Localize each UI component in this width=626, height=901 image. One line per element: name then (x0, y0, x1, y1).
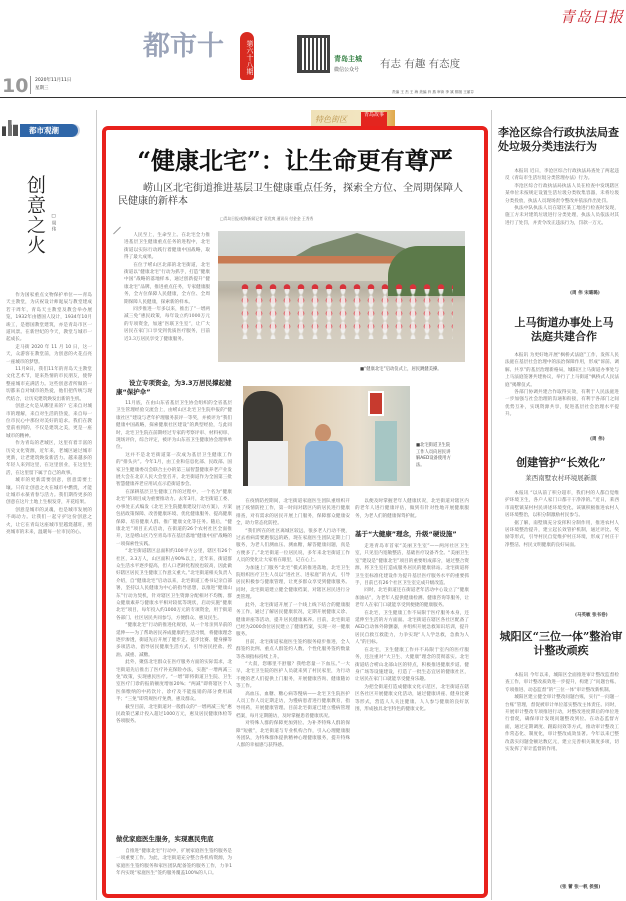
paragraph: 创意之火是从哪里来的？它来自对城市的理解，来自对生活的热爱，来自每一位市民心中那份对美好的追求。我们在教堂前看到的，不仅是建筑之美，更是一座城市的精神。 (6, 404, 92, 439)
issue-weekday: 星期三 (35, 86, 49, 91)
paragraph: 在北宅，卫生健康工作不局限于医疗服务本身，还延伸至生活的方方面面。北宅街道在辖区各社区配备了AED自动体外除颤器，并组织开展急救知识培训，提升居民自救互救能力，力争实现“人人学急救，急救为人人”的目标。 (355, 610, 469, 646)
paragraph: “我们所在的社区离城区较远，很多老人行动不便，过去看病需要跑很远的路，现在家庭医生团队定期上门服务，为老人们测血压、测血糖，解答健康问题，真是方便多了。”北宅街道一位居民说，多年来北宅街道工作人员的变化让大家看在眼里，记在心上。 (236, 528, 350, 564)
article-subtitle: 崂山区北宅街道推进基层卫生健康重点任务，探索全方位、全周期保障人民健康的新样本 (118, 183, 463, 207)
aed-cabinet (375, 421, 397, 481)
column-title: 创意之火 (24, 175, 46, 255)
article-title: “健康北宅”：让生命更有尊严 (137, 146, 453, 175)
photo2-caption: ■北宅街道卫生院工作人员向居民讲解AED设备使用方法。 (416, 443, 451, 468)
paragraph: 据了解，南墅镇充分发挥积分制作用，推进农村人居环境整治提升，建立起长效管护机制，通过评比、奖励等形式，引导村民自觉维护村庄环境，形成了村庄干净整洁、村民文明健康的良好局面。 (505, 520, 619, 548)
right-article1-title: 李沧区综合行政执法局查处垃圾分类违法行为 (498, 126, 619, 153)
paragraph: 目前，北宅街道家庭医生签约服务稳步推进，全人群签约比例、重点人群签约人数、个性化服务签约数量等各项指标持续上升。 (236, 639, 350, 660)
right-article1-credit: (周 伟 宋璐璐) (570, 291, 600, 296)
column-divider (96, 110, 97, 900)
divider (30, 76, 31, 94)
right-article4-credit: (张 蕾 张一帆 侯强) (560, 885, 601, 890)
paragraph: “大叔，您哪里不舒服？我给您量一下血压。”一大早，北宅卫生院的医护人员就来到了村民家里，为行动不便的老人们提供上门服务，开展健康咨询、健康随访等工作。 (236, 661, 350, 690)
newspaper-logo: 青岛日报 (560, 8, 625, 26)
aed-sign (368, 391, 384, 416)
paragraph: 在深耕基层卫生健康工作的过程中，一个名为“健康北宅”的项目成为重要推动力。去年3月，北宅街道工委、办事处正式编发《北宅卫生院健康建设行动方案》，方案包括政策保障、改善健康环境、优化健康服务、提高健康保障、培育健康人群、推广健康文化等任务。随后，“健康北宅”项目正式启动，在街道的26个农村社区全面推开，这是崂山区乃至青岛市在基层落地“健康中国”战略的一项探索性实践。 (116, 489, 232, 547)
paragraph: 为加速上门服务“北宅”模式的推进落地，北宅卫生院组织医疗卫生人员以“进社区、进家庭”的方式，引导居民积极参与健康管理，让更多群众享受到健康服务。同时，北宅街道建立健全健康档案，对辖区居民进行分类管理。 (236, 565, 350, 601)
article-col1 (116, 400, 232, 829)
paragraph: 城阳区建立健全审计整改问题台账，实行“一问题一台账”管理，督促被审计单位落实整改主体责任。同时，开展审计整改专项推进行动，对整改进度滞后的单位进行督促，确保审计发现问题整改到位。在动态监督方面，通过定期调度、跟踪问效等方式，推动审计整改工作常态化、制度化，审计整改成效显著。今年以来已整改落实问题金额达数亿元，建立完善相关制度多项，切实发挥了审计监督的作用。 (505, 695, 619, 753)
editors-credit: 责编 王 杰 王 海 美编 肖 燕 审读 李 斌 排版 王丽芬 (392, 90, 474, 94)
city-skyline-icon (2, 120, 18, 136)
issue-ribbon: 第六十八期 (240, 32, 254, 80)
column-divider (491, 110, 492, 900)
right-article2-title: 上马街道办事处上马法庭共建合作 (514, 316, 614, 343)
qr-code[interactable] (297, 35, 330, 73)
paragraph: 各部门协调共建合作取得实效，有利于人民法庭进一步加强与社会治理的沟通和衔接，有利于各部门之间优势互补，实现资源共享，促进基层社会治理水平提升。 (505, 390, 619, 418)
paragraph: 城市的更新需要创意，创意需要土壤。只有让创意之火在城市中燃烧，才能让城市永葆青春与活力。我们期待更多的创意在这片土地上生根发芽，开花结果。 (6, 478, 92, 506)
right-article4-body (505, 672, 619, 878)
paragraph: 本报讯 近日，李沧区综合行政执法局查处了两起违反《青岛市生活垃圾分类管理办法》行为。 (505, 169, 619, 182)
paragraph: 本报讯 今年以来，城阳区全面推进审计整改监督检查工作，审计整改质效进一步提升，构建了“问题台账、专项推进、动态监督”的“三位一体”审计整改新机制。 (505, 673, 619, 693)
paragraph: 创意是城市的灵魂，也是城市发展的不竭动力。让我们一起守护这份创意之火，让它在青岛这座城市里越烧越旺，照亮城市的未来，温暖每一位市民的心。 (6, 507, 92, 535)
banner-label: 青岛故事 (361, 112, 387, 126)
column-author: □ 周 伟 (51, 214, 56, 231)
right-article1-body (505, 168, 619, 280)
wechat-name: 青岛主城 (334, 55, 362, 63)
paragraph: “健康北宅”行动的推进化规划，从一个母亲到早前的延伸——为了帮助居民养成健康的生活习惯，将健康理念逐步渗透，街道先后开展了健步走、徒步比赛、健身操等多项活动，倡导居民健康生活方式，引导居民控盐、控油、减重、减糖。 (116, 623, 232, 658)
right-article3-title: 创建管护“长效化” (516, 456, 606, 469)
paragraph: 李沧区综合行政执法局执法人员在检查中发现辖区某单位未按规定设置生活垃圾分类收集容器，未将垃圾分类投放，执法人员现场责令整改并依法作出处罚。 (505, 183, 619, 204)
paragraph: 走马街 2020 年 11 月 10 日，这一天，众游客在教堂前，为创意的火花点亮一座城市的梦想。 (6, 344, 92, 365)
paragraph: 走进青岛市首家“美丽卫生室”——两河社区卫生室，只见室内宽敞整洁，基础医疗设备齐全。“美丽卫生室”建设是“健康北宅”项目的重要组成部分，通过整合资源，将卫生室打造成服务居民的健康驿站。北宅街道将卫生室标准化建设作为提升基层医疗服务水平的重要抓手，目前已有26个社区卫生室完成升级改造。 (355, 544, 469, 587)
right-article3-credit: (马英敏 张书卷) (575, 613, 608, 618)
issue-date: 2020年11月11日 (35, 78, 72, 83)
section2-heading: 做优家庭医生服务，实现惠民兜底 (116, 835, 214, 843)
article-col3 (355, 543, 469, 890)
speaker-shirt (305, 441, 343, 486)
paragraph: “北宅街道辖区总面积约100平方公里，辖区有26个社区，3.3万人，山区面积占90%以上，近年来，街道群众生活水平逐步提高，但人口老龄化程度也较高，因此做好辖区居民卫生健康工作意义重大。”北宅街道相关负责人介绍，自“健康北宅”启动以来，北宅街道工委书记亲自部署，坚持以人民健康为中心的指导思想，以推进“健康山东”行动为契机，针对辖区卫生资源分配相对不均衡、群众健康素养与健康水平相对较低等现状，启动实施“健康北宅”项目，每年投入约1000万元的专项资金，用于街道各部门、社区居民共同参与，方便群众、惠及民生。 (116, 549, 232, 621)
paragraph: 在位于崂山区北部的北宅街道，北宅街道以“健康北宅”行动为抓手，打造“健康中国”战略的落地样本，通过创新提升“健康北宅”品牌，推进重点任务，专家健康服务，全方位保障人民健康，全方位、全周期保障人民健康，探索新的样本。 (124, 262, 210, 305)
right-article2-body (505, 352, 619, 432)
section1-heading: 设立专项资金，为3.3万居民撑起健康“保护伞” (116, 379, 232, 396)
article-byline: □青岛日报/观海新闻记者 袁优爽 通讯员 付金金 王秀秀 (220, 216, 314, 221)
paragraph: 这并不是北宅街道第一次成为基层卫生健康工作的“排头兵”。今年1月，由工业和信息化部、民政部、国家卫生健康委员会联合主办的第三届智慧健康养老产业发展大会在北京人民大会堂召开，北宅街道作为全国第三批智慧健康养老应用试点示范街道参会。 (116, 452, 232, 488)
column-body (6, 292, 92, 897)
photo1-caption: ■“健康北宅”启动仪式上，居民跳健美操。 (360, 367, 442, 372)
paragraph: 同时，北宅街道还在街道老年活动中心设立了“健康加油站”，为老年人提供健康检测、健康咨询等服务，让老年人在家门口就能享受到便捷的健康服务。 (355, 588, 469, 609)
section3-heading: 基于“大健康”理念，升级“硬设施” (355, 530, 457, 538)
wechat-label: 微信公众号 (334, 67, 360, 73)
paragraph: 对特殊人群的保障更加到位。为补齐特殊人群的保障“短板”，北宅街道与专业机构合作，引入心理健康服务团队，为特殊群体提供精神心理健康服务，提升特殊人群的幸福感与获得感。 (236, 721, 350, 749)
banner-text: 特色街区 (315, 115, 347, 124)
paragraph: 以便及时掌握老年人健康状况，北宅街道对辖区内的老年人进行健康评估，做到有针对性地开展健康服务，为老人们的健康保驾护航。 (355, 499, 469, 519)
paragraph: 为把全街道打造成健康文化示范区，北宅街道在辖区各社区开展健康文化活动，通过健康讲座、健身比赛等形式，营造人人关注健康、人人参与健康的良好氛围，形成独具北宅特色的健康文化。 (355, 684, 469, 712)
paragraph: 执法中队执法人员在辖区某工地进行检查时发现，施工方未对建筑垃圾进行分类处理，执法人员依法对其进行了处罚，并责令改正违法行为，罚款一万元。 (505, 206, 619, 226)
speaker-face (315, 424, 331, 442)
paragraph: 此外，北宅街道开展了一个线上线下结合的健康服务工作，通过了解居民健康状况，定期开展健康义诊、健康讲座等活动，提升居民健康素养。目前，北宅街道已经为2000余位居民建立了健康档案，实现一对一健康服务。 (236, 602, 350, 638)
section-masthead: 都市十 (143, 31, 224, 62)
paragraph: 截至目前，北宅街道对一般群众的“一增两减三免”惠民政策已累计投入超过1000万元，惠及居民健康体检等各项服务。 (116, 704, 232, 725)
photo-aed-demo (243, 386, 410, 486)
slogan: 有志 有趣 有态度 (380, 58, 461, 70)
paragraph: 在北宅，卫生健康工作并不局限于室内的医疗服务，还注重对“大卫生、大健康”理念的贯彻落实。北宅街道结合崂山北部山区的特点，积极推进健康步道、健身广场等设施建设，打造了一批生态宜居的健康社区，让居民在家门口就能享受健身乐趣。 (355, 647, 469, 683)
paragraph: 自推进“健康北宅”行动中，扩展家庭医生签约服务是一项重要工作。为此，北宅街道充分整合各机构资源，为家庭医生签约服务和家医团队配备签约服务工作，力争1年内实现“家庭医生”签约服务覆盖100%的人口。 (116, 849, 232, 877)
article-col3-top (355, 498, 469, 527)
header-rule (0, 97, 626, 98)
paragraph: 作为青岛的老城区，这里有着丰富的历史文化资源，近年来，老城区通过城市更新，让老建筑焕发新活力。越来越多的年轻人来到这里，在这里创业，在这里生活，在这里留下属于自己的故事。 (6, 441, 92, 476)
article-col2 (236, 498, 350, 890)
paragraph: 11月8日，我们11年的青岛天主教堂文化艺术节，迎来热情的市民朋友，使得整座城市充满活力。这些创意者所做的一切都来自对城市的热爱，他们把传统与现代结合，让历史建筑焕发出新的生机。 (6, 367, 92, 402)
paragraph: 作为国家重点文物保护单位——青岛天主教堂，为庆祝设计师诞辰与教堂建成若干周年，青岛天主教堂及教会举办展览，1932年由德国人设计，1934年10月竣工，是德国教堂建筑，亦是青岛市区一道风景。在新世纪的今天，教堂与城市一起成长。 (6, 293, 92, 343)
paragraph: 人民至上，生命至上。在北宅全力推进基层卫生健康重点任务的进程中，北宅街道以实际行动践行着健康中国战略，取得了最大成果。 (124, 233, 210, 261)
paragraph: 本报讯 为更好地开展“枫桥式法庭”工作，发挥人民法庭在基层社会治理中的法治保障作用，形成“诉前、调解、共享”的基层治理新格局，城阳区上马街道办事处与上马法庭签署共建协议，举行了上马街道“枫桥式人民法庭”揭牌仪式。 (505, 353, 619, 388)
page-number: 10 (2, 75, 29, 97)
paragraph: 同步推进一年多以来，推出了“一增两减三免”惠民政策，每年设立约1000万元的专项资金，加速“医联卫生室”，让广大居民在家门口享受到优质医疗服务，目前近3.3万居民享受了健康服务。 (124, 307, 210, 342)
buildings (218, 256, 398, 281)
paragraph: 本报讯 “以从前了积分超市，我们村的人都自觉维护环境卫生，各户人家门口都干干净净的。”近日，莱西市南墅镇某村村民讲述环境变化。该镇积极推进农村人居环境整治，以积分制激励村民参与。 (505, 491, 619, 519)
paragraph: 高血压、血糖、糖心病等慢病——北宅卫生院医护人员工作人员定期走访，为慢病患者进行健康教育，指导用药，开展健康管理。目前北宅街道已建立慢病管理档案，每月定期随访，及时掌握患者健康状况。 (236, 691, 350, 719)
paragraph: 此外，聚焦北宅群众在医疗服务方面的实际需求，北宅街道先后推出了医疗补充保险办法，实施“一增两减三免”政策，实现惠民医疗。“一增”即将街道卫生院、卫生室医疗门诊的报销额度增加20%；“两减”即将辖区个人医保缴纳的中药饮片、诊疗及不能报销的部分费用减半；“三免”即常规医疗免费，惠及群众。 (116, 660, 232, 703)
right-article3-subtitle: 莱西南墅农村环境展新颜 (525, 474, 597, 482)
photo-dance-event (218, 231, 465, 362)
right-article3-body (505, 490, 619, 608)
dancers-white-pants (238, 289, 453, 339)
right-article2-credit: (周 伟) (590, 437, 605, 442)
paragraph: 在疫情防控期间，北宅街道家庭医生团队重组织开展了疫情防控工作，第一时间对辖区内的居民进行健康排查，对有需求的居民开展上门服务，保障群众健康安全，助力常态化防控。 (236, 499, 350, 527)
article-col1-end (116, 848, 232, 890)
right-article4-title: 城阳区“三位一体”整治审计整改顽疾 (499, 630, 623, 657)
section-tab: 都市观潮 (20, 124, 78, 137)
paragraph: 11月底，在由山东省基层卫生协会组织的全省基层卫生管理经验交流会上，由崂山区北宅卫生院申报的“健康社区”建设与老年护理服务获评一等奖，并被评为“我们健康中国战略，探索健康社区建设”的典型经验，与此同时，北宅卫生院在前期经过专家的考察评审、材料初审、现场评价，综合评定，被评为山东省卫生健康协会理事单位。 (116, 401, 232, 451)
article-intro (124, 232, 210, 360)
shirt (248, 441, 288, 486)
